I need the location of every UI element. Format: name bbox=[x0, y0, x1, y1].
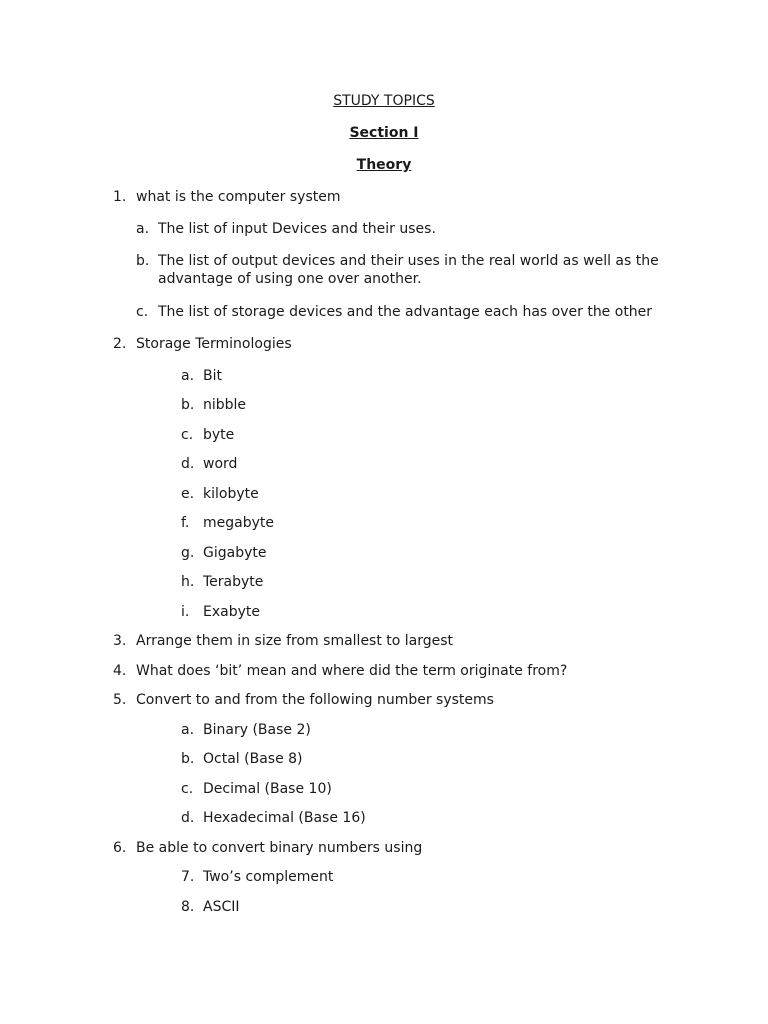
list-item: Gigabyte bbox=[203, 545, 267, 561]
list-item: nibble bbox=[203, 397, 247, 413]
list-marker: b. bbox=[136, 253, 150, 269]
list-marker: 2. bbox=[113, 336, 127, 352]
list-item: Bit bbox=[203, 368, 222, 384]
list-item: Two’s complement bbox=[203, 869, 334, 885]
list-marker: g. bbox=[181, 545, 195, 561]
section-heading: Section I bbox=[349, 125, 419, 141]
list-item: Octal (Base 8) bbox=[203, 751, 303, 767]
list-item: What does ‘bit’ mean and where did the term originate from? bbox=[136, 663, 568, 679]
list-item: Decimal (Base 10) bbox=[203, 781, 332, 797]
list-marker: i. bbox=[181, 604, 190, 620]
list-marker: a. bbox=[136, 221, 150, 237]
list-marker: d. bbox=[181, 456, 195, 472]
title-study-topics: STUDY TOPICS bbox=[333, 93, 435, 109]
list-item: Be able to convert binary numbers using bbox=[136, 840, 423, 856]
list-marker: b. bbox=[181, 751, 195, 767]
list-marker: 1. bbox=[113, 189, 127, 205]
list-marker: a. bbox=[181, 368, 195, 384]
list-marker: d. bbox=[181, 810, 195, 826]
list-marker: h. bbox=[181, 574, 195, 590]
list-marker: e. bbox=[181, 486, 195, 502]
list-marker: f. bbox=[181, 515, 190, 531]
list-item: Arrange them in size from smallest to largest bbox=[136, 633, 454, 649]
list-item: Hexadecimal (Base 16) bbox=[203, 810, 366, 826]
list-marker: c. bbox=[136, 304, 149, 320]
list-item-continuation: advantage of using one over another. bbox=[158, 271, 422, 287]
list-marker: 7. bbox=[181, 869, 195, 885]
list-item: The list of output devices and their uses in the real world as well as the bbox=[158, 253, 659, 269]
list-marker: 6. bbox=[113, 840, 127, 856]
list-marker: 5. bbox=[113, 692, 127, 708]
list-item: The list of storage devices and the advantage each has over the other bbox=[158, 304, 653, 320]
list-item: megabyte bbox=[203, 515, 274, 531]
list-marker: 4. bbox=[113, 663, 127, 679]
list-marker: a. bbox=[181, 722, 195, 738]
list-item: Terabyte bbox=[203, 574, 264, 590]
list-item: kilobyte bbox=[203, 486, 259, 502]
list-item: byte bbox=[203, 427, 235, 443]
list-item: Exabyte bbox=[203, 604, 260, 620]
list-marker: c. bbox=[181, 781, 194, 797]
list-marker: b. bbox=[181, 397, 195, 413]
list-item: The list of input Devices and their uses. bbox=[158, 221, 436, 237]
list-marker: 3. bbox=[113, 633, 127, 649]
list-marker: 8. bbox=[181, 899, 195, 915]
list-item: Convert to and from the following number systems bbox=[136, 692, 494, 708]
list-marker: c. bbox=[181, 427, 194, 443]
list-item: Storage Terminologies bbox=[136, 336, 292, 352]
theory-heading: Theory bbox=[356, 157, 412, 173]
list-item: ASCII bbox=[203, 899, 240, 915]
list-item: Binary (Base 2) bbox=[203, 722, 311, 738]
list-item: word bbox=[203, 456, 238, 472]
list-item: what is the computer system bbox=[136, 189, 341, 205]
